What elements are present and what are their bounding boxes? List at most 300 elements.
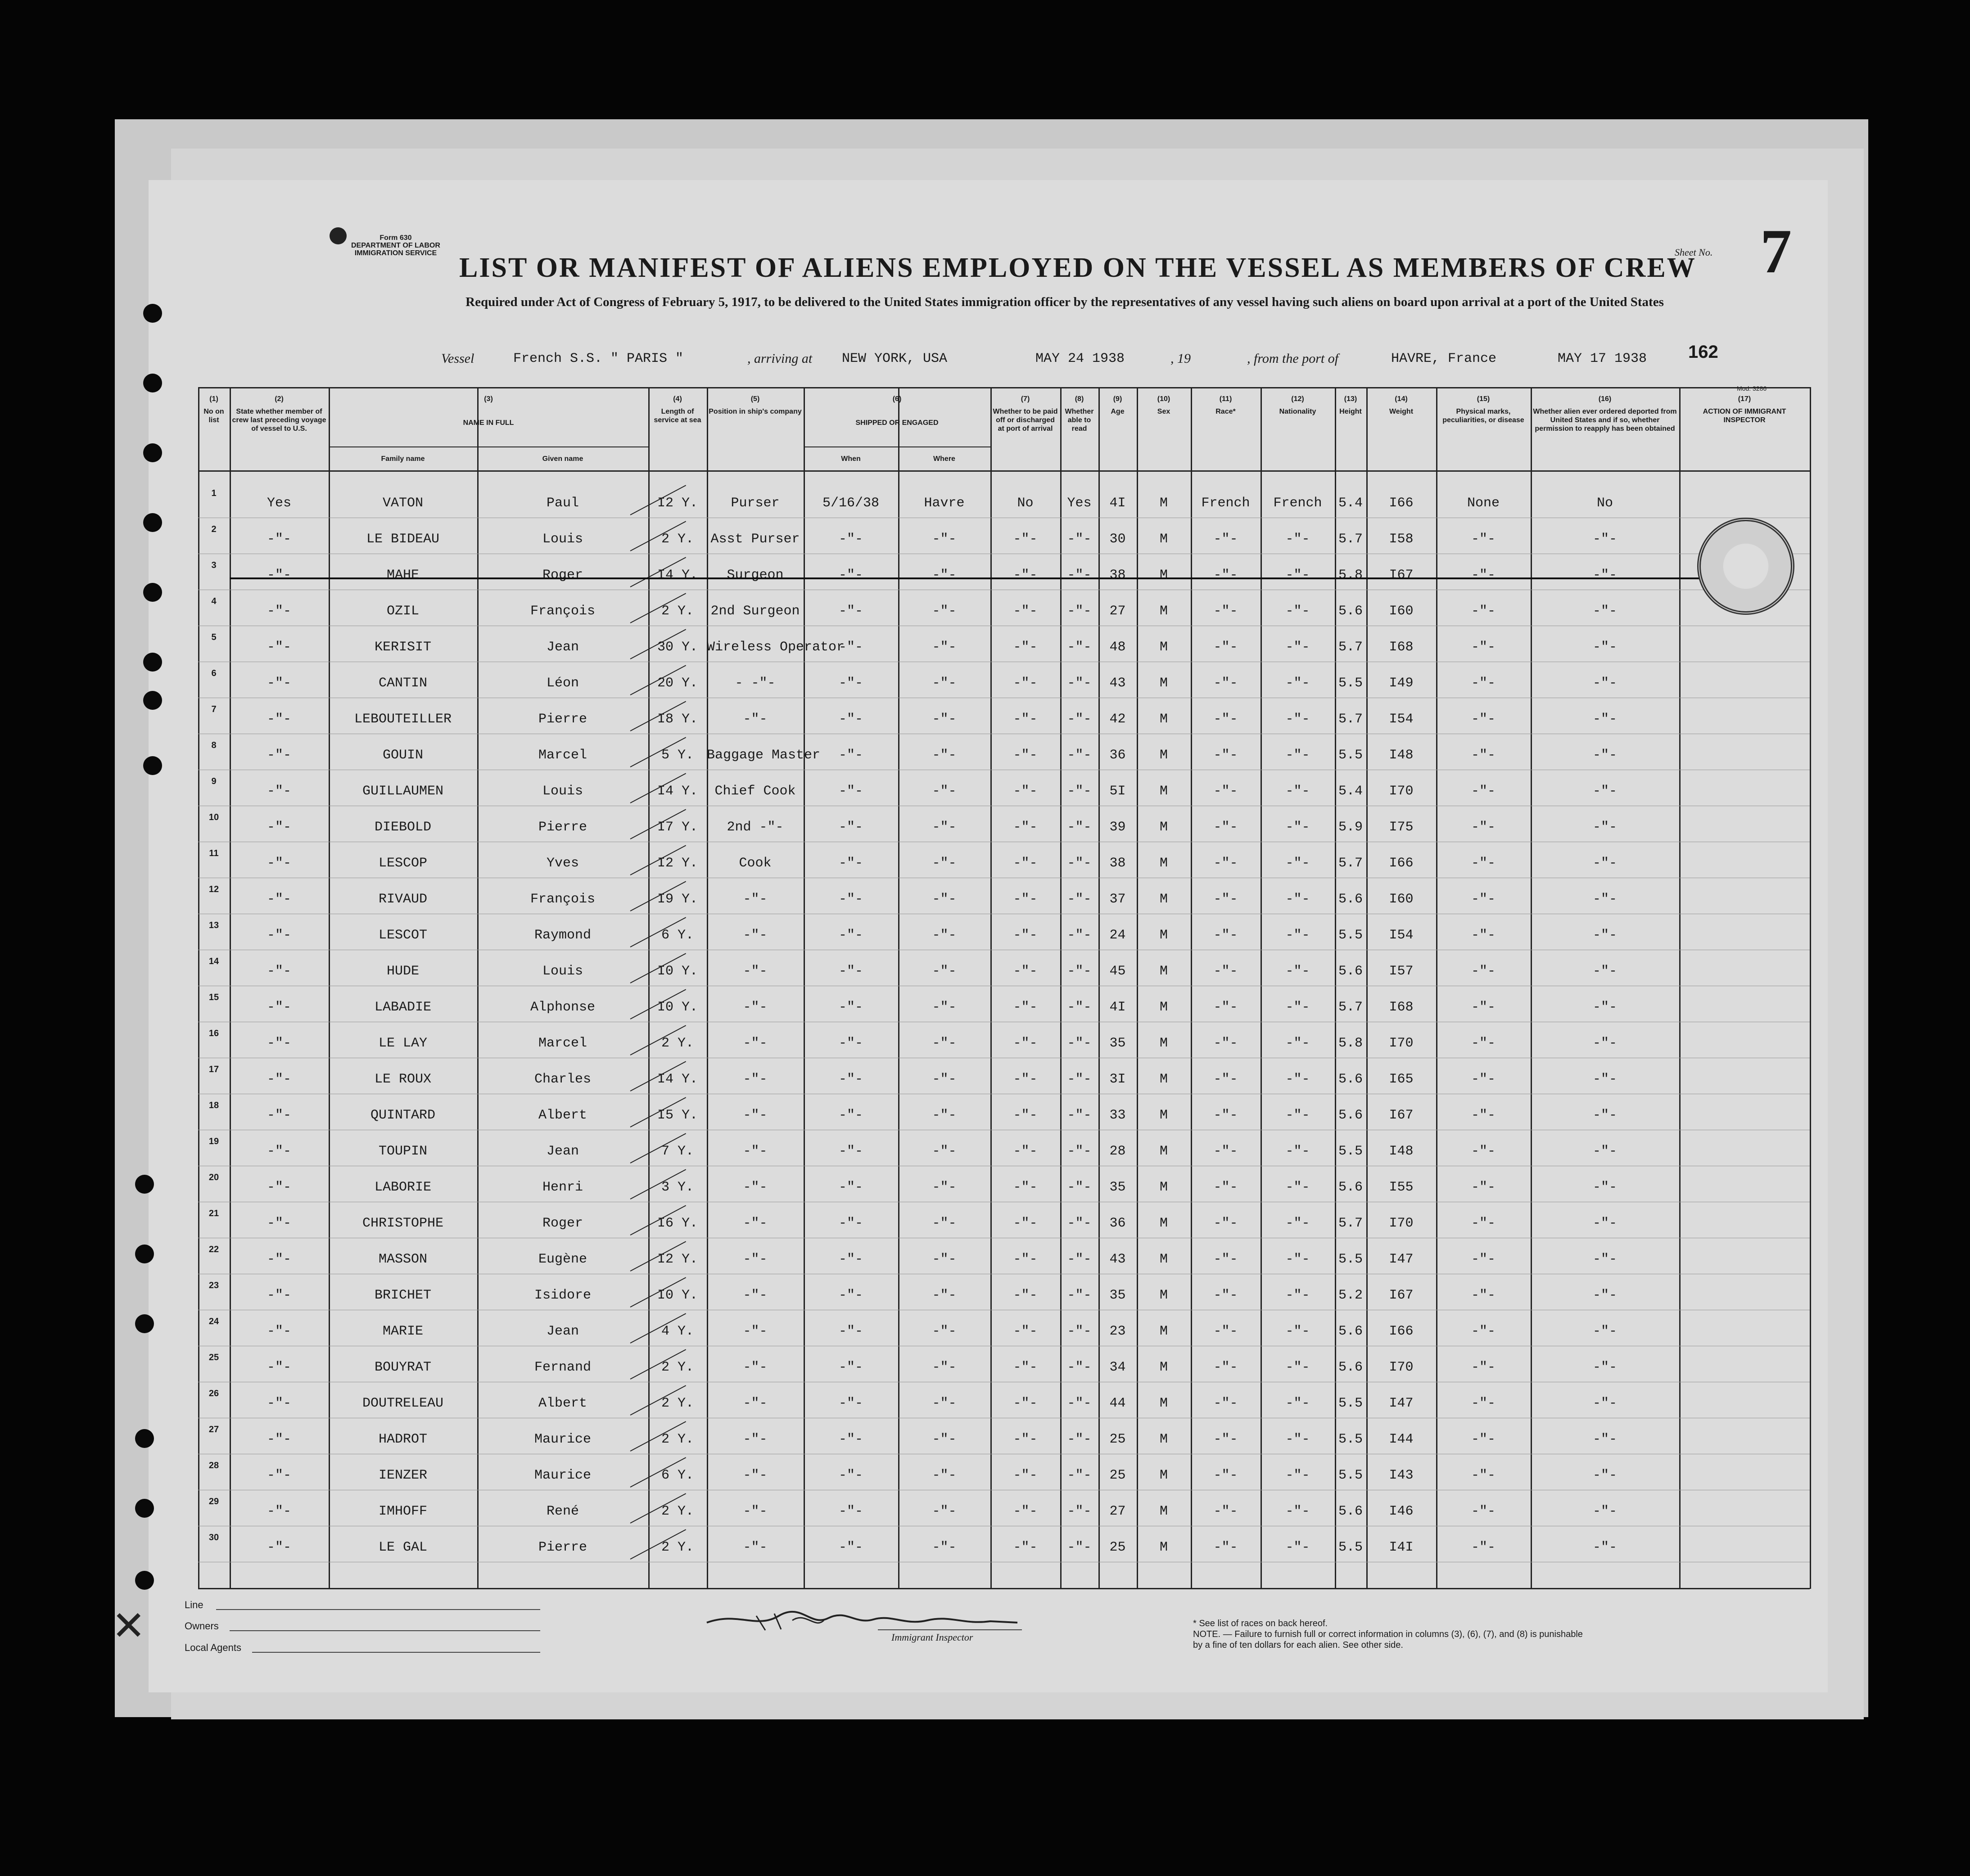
cell-nat: -"- (1285, 712, 1310, 727)
punch-hole (135, 1245, 154, 1263)
cell-nat: -"- (1285, 1432, 1310, 1447)
cell-deported: -"- (1592, 1036, 1617, 1051)
cell-sex: M (1159, 856, 1168, 871)
cell-age: 42 (1109, 712, 1126, 727)
cell-when: -"- (838, 928, 863, 943)
column-number: (9) (1113, 395, 1122, 403)
column-subheader: When (841, 455, 861, 463)
cell-prev: -"- (267, 1324, 291, 1339)
cell-service: 2 Y. (661, 1432, 694, 1447)
cell-where: -"- (932, 640, 957, 655)
cell-where: -"- (932, 1288, 957, 1303)
cell-given: Charles (534, 1072, 592, 1087)
cell-age: 25 (1109, 1540, 1126, 1555)
cell-race: -"- (1213, 892, 1238, 907)
cell-nat: -"- (1285, 748, 1310, 763)
cell-service: 2 Y. (661, 1396, 694, 1411)
cell-race: -"- (1213, 1540, 1238, 1555)
cell-weight: I68 (1389, 640, 1414, 655)
cell-nat: -"- (1285, 604, 1310, 619)
cell-prev: -"- (267, 1072, 291, 1087)
cell-no: 5 (211, 632, 217, 642)
cell-no: 2 (211, 524, 217, 534)
cell-weight: I43 (1389, 1468, 1414, 1483)
cell-race: -"- (1213, 1468, 1238, 1483)
cell-marks: -"- (1471, 1396, 1496, 1411)
cell-given: Marcel (538, 1036, 587, 1051)
cell-given: Albert (538, 1396, 587, 1411)
inspector-stamp (1697, 518, 1794, 615)
departure-date: MAY 17 1938 (1558, 351, 1647, 366)
cell-read: -"- (1067, 1180, 1092, 1195)
cell-prev: -"- (267, 1360, 291, 1375)
cell-no: 28 (208, 1461, 219, 1470)
cell-family: LE LAY (378, 1036, 428, 1051)
cell-position: Cook (739, 856, 772, 871)
cell-paid: -"- (1013, 532, 1038, 547)
cell-race: -"- (1213, 1288, 1238, 1303)
cell-service: I4 Y. (657, 784, 698, 799)
cell-prev: -"- (267, 784, 291, 799)
cell-marks: None (1467, 496, 1500, 511)
column-header: Whether alien ever ordered deported from United States and if so, whether permission to reapply has been obtained (1533, 408, 1677, 433)
cell-given: Louis (542, 532, 583, 547)
cell-weight: I47 (1389, 1252, 1414, 1267)
cell-prev: -"- (267, 640, 291, 655)
cell-race: -"- (1213, 1072, 1238, 1087)
cell-height: 5.5 (1338, 1144, 1363, 1159)
cell-deported: -"- (1592, 676, 1617, 691)
cell-paid: -"- (1013, 1144, 1038, 1159)
form-identifier (351, 234, 440, 257)
cell-nat: -"- (1285, 1144, 1310, 1159)
cell-read: -"- (1067, 1108, 1092, 1123)
cell-given: Albert (538, 1108, 587, 1123)
cell-sex: M (1159, 1432, 1168, 1447)
cell-no: 4 (211, 596, 217, 606)
cell-service: I2 Y. (657, 1252, 698, 1267)
cell-paid: -"- (1013, 1540, 1038, 1555)
column-number: (2) (275, 395, 284, 403)
cell-race: -"- (1213, 1504, 1238, 1519)
table-header-rule (198, 470, 1810, 472)
cell-race: -"- (1213, 712, 1238, 727)
cell-family: LE BIDEAU (366, 532, 440, 547)
cell-sex: M (1159, 1324, 1168, 1339)
cell-marks: -"- (1471, 928, 1496, 943)
cell-sex: M (1159, 1180, 1168, 1195)
subheader-rule (804, 446, 990, 447)
cell-marks: -"- (1471, 604, 1496, 619)
cell-weight: I67 (1389, 1288, 1414, 1303)
sheet-label: Sheet No. (1675, 247, 1713, 258)
cell-age: 43 (1109, 676, 1126, 691)
cell-paid: -"- (1013, 1396, 1038, 1411)
cell-when: -"- (838, 1504, 863, 1519)
column-header: Race* (1215, 408, 1236, 415)
cell-when: -"- (838, 820, 863, 835)
cell-nat: -"- (1285, 928, 1310, 943)
cell-given: Léon (546, 676, 579, 691)
cell-height: 5.9 (1338, 820, 1363, 835)
footer-owners-label: Owners (185, 1620, 219, 1632)
cell-sex: M (1159, 784, 1168, 799)
cell-sex: M (1159, 1144, 1168, 1159)
cell-weight: I44 (1389, 1432, 1414, 1447)
cell-deported: -"- (1592, 640, 1617, 655)
cell-no: 21 (208, 1209, 219, 1218)
cell-deported: -"- (1592, 820, 1617, 835)
column-header: Height (1339, 408, 1362, 415)
cell-nat: -"- (1285, 892, 1310, 907)
column-number: (5) (750, 395, 760, 403)
cell-read: -"- (1067, 892, 1092, 907)
cell-family: KERISIT (374, 640, 432, 655)
cell-deported: -"- (1592, 1180, 1617, 1195)
cell-position: -"- (743, 928, 768, 943)
cell-when: -"- (838, 1108, 863, 1123)
cell-where: -"- (932, 784, 957, 799)
cell-nat: -"- (1285, 676, 1310, 691)
cell-when: -"- (838, 1144, 863, 1159)
column-number: (10) (1157, 395, 1170, 403)
cell-read: -"- (1067, 1072, 1092, 1087)
cell-sex: M (1159, 892, 1168, 907)
cell-position: -"- (743, 1324, 768, 1339)
subheader-rule (329, 446, 648, 447)
cell-paid: No (1017, 496, 1034, 511)
column-header: NAME IN FULL (463, 419, 514, 427)
cell-age: 36 (1109, 1216, 1126, 1231)
inspector-label: Immigrant Inspector (891, 1632, 973, 1643)
cell-prev: -"- (267, 964, 291, 979)
cell-family: DOUTRELEAU (362, 1396, 444, 1411)
cell-position: -"- (743, 1468, 768, 1483)
cell-when: -"- (838, 712, 863, 727)
cell-no: 26 (208, 1389, 219, 1398)
cell-prev: -"- (267, 1468, 291, 1483)
cell-sex: M (1159, 1360, 1168, 1375)
footer-notes (1193, 1618, 1589, 1651)
cell-deported: -"- (1592, 1072, 1617, 1087)
cell-when: -"- (838, 1468, 863, 1483)
cell-race: -"- (1213, 676, 1238, 691)
cell-given: Maurice (534, 1432, 592, 1447)
cell-race: French (1201, 496, 1250, 511)
cell-marks: -"- (1471, 1432, 1496, 1447)
cell-prev: -"- (267, 1000, 291, 1015)
cell-family: DIEBOLD (374, 820, 432, 835)
cell-weight: I46 (1389, 1504, 1414, 1519)
cell-sex: M (1159, 604, 1168, 619)
cell-deported: -"- (1592, 748, 1617, 763)
cell-weight: I48 (1389, 748, 1414, 763)
punch-hole (143, 583, 162, 602)
column-header: ACTION OF IMMIGRANT INSPECTOR (1703, 408, 1786, 424)
cell-race: -"- (1213, 568, 1238, 583)
punch-hole (143, 374, 162, 392)
cell-race: -"- (1213, 604, 1238, 619)
column-number: (16) (1598, 395, 1612, 403)
cell-position: -"- (743, 1432, 768, 1447)
cell-race: -"- (1213, 1360, 1238, 1375)
cell-height: 5.5 (1338, 1252, 1363, 1267)
cell-height: 5.8 (1338, 1036, 1363, 1051)
cell-age: 35 (1109, 1036, 1126, 1051)
cell-when: -"- (838, 748, 863, 763)
cell-sex: M (1159, 640, 1168, 655)
cell-read: -"- (1067, 604, 1092, 619)
cell-paid: -"- (1013, 1504, 1038, 1519)
cell-no: 17 (208, 1064, 219, 1074)
cell-deported: -"- (1592, 856, 1617, 871)
cell-no: 24 (208, 1317, 219, 1326)
cell-paid: -"- (1013, 928, 1038, 943)
cell-given: Alphonse (530, 1000, 596, 1015)
cell-service: I4 Y. (657, 1072, 698, 1087)
cell-family: GUILLAUMEN (362, 784, 444, 799)
punch-hole (143, 653, 162, 672)
cell-read: -"- (1067, 1000, 1092, 1015)
cell-race: -"- (1213, 1324, 1238, 1339)
from-port-label: , from the port of (1247, 351, 1339, 366)
cell-where: -"- (932, 1468, 957, 1483)
cell-when: -"- (838, 676, 863, 691)
cell-race: -"- (1213, 928, 1238, 943)
cell-prev: Yes (267, 496, 291, 511)
column-number: (3) (484, 395, 493, 403)
cell-prev: -"- (267, 1540, 291, 1555)
cell-given: Fernand (534, 1360, 592, 1375)
cell-where: -"- (932, 1504, 957, 1519)
cell-marks: -"- (1471, 1468, 1496, 1483)
cell-paid: -"- (1013, 1324, 1038, 1339)
cell-weight: I70 (1389, 784, 1414, 799)
cell-when: 5/16/38 (822, 496, 880, 511)
cell-sex: M (1159, 1396, 1168, 1411)
cell-height: 5.7 (1338, 712, 1363, 727)
year-label: , 19 (1170, 351, 1191, 366)
cell-position: -"- (743, 1504, 768, 1519)
cell-no: 18 (208, 1100, 219, 1110)
cell-sex: M (1159, 568, 1168, 583)
cell-deported: -"- (1592, 604, 1617, 619)
cell-age: 38 (1109, 568, 1126, 583)
cell-family: QUINTARD (370, 1108, 436, 1123)
cell-age: 23 (1109, 1324, 1126, 1339)
cell-given: Jean (546, 1324, 579, 1339)
cell-service: I0 Y. (657, 964, 698, 979)
cell-sex: M (1159, 496, 1168, 511)
cell-age: 3I (1109, 1072, 1126, 1087)
cell-race: -"- (1213, 964, 1238, 979)
cell-service: 2 Y. (661, 1540, 694, 1555)
cell-weight: I55 (1389, 1180, 1414, 1195)
cell-given: Yves (546, 856, 579, 871)
cell-paid: -"- (1013, 1216, 1038, 1231)
cell-race: -"- (1213, 640, 1238, 655)
cell-no: 20 (208, 1172, 219, 1182)
cell-age: 35 (1109, 1288, 1126, 1303)
cell-weight: I49 (1389, 676, 1414, 691)
cell-deported: No (1596, 496, 1613, 511)
cell-family: HUDE (386, 964, 419, 979)
column-header: Nationality (1279, 408, 1316, 415)
cell-height: 5.6 (1338, 964, 1363, 979)
cell-position: -"- (743, 1396, 768, 1411)
cell-deported: -"- (1592, 1360, 1617, 1375)
cell-prev: -"- (267, 892, 291, 907)
cell-position: 2nd -"- (727, 820, 784, 835)
cell-service: 30 Y. (657, 640, 698, 655)
department-seal-icon (330, 227, 347, 244)
cell-deported: -"- (1592, 1144, 1617, 1159)
cell-weight: I67 (1389, 568, 1414, 583)
cell-when: -"- (838, 1540, 863, 1555)
cell-marks: -"- (1471, 1108, 1496, 1123)
cell-weight: I54 (1389, 712, 1414, 727)
cell-family: BRICHET (374, 1288, 432, 1303)
cell-marks: -"- (1471, 1000, 1496, 1015)
cell-given: Pierre (538, 820, 587, 835)
cell-when: -"- (838, 892, 863, 907)
cell-service: 5 Y. (661, 748, 694, 763)
cell-where: -"- (932, 1540, 957, 1555)
race-note: * See list of races on back hereof. (1193, 1619, 1328, 1628)
inspector-signature (702, 1602, 1026, 1638)
cell-marks: -"- (1471, 1540, 1496, 1555)
cell-age: 45 (1109, 964, 1126, 979)
cell-position: -"- (743, 1252, 768, 1267)
cell-position: -"- (743, 1216, 768, 1231)
cell-when: -"- (838, 784, 863, 799)
cell-position: Surgeon (727, 568, 784, 583)
punch-hole (143, 756, 162, 775)
cell-position: -"- (743, 1144, 768, 1159)
cell-nat: -"- (1285, 1252, 1310, 1267)
cell-age: 30 (1109, 532, 1126, 547)
column-number: (12) (1291, 395, 1304, 403)
cell-no: 14 (208, 956, 219, 966)
cell-family: CANTIN (378, 676, 428, 691)
footer-line-label: Line (185, 1599, 203, 1610)
cell-age: 24 (1109, 928, 1126, 943)
cell-weight: I70 (1389, 1360, 1414, 1375)
cell-marks: -"- (1471, 676, 1496, 691)
cell-family: LESCOP (378, 856, 428, 871)
column-number: (7) (1021, 395, 1030, 403)
footer-agents-rule (252, 1652, 540, 1653)
cell-given: Maurice (534, 1468, 592, 1483)
cell-race: -"- (1213, 1144, 1238, 1159)
cell-read: Yes (1067, 496, 1092, 511)
cell-deported: -"- (1592, 712, 1617, 727)
sheet-number: 7 (1760, 216, 1792, 286)
column-number: (14) (1395, 395, 1408, 403)
column-header: Whether to be paid off or discharged at port of arrival (993, 408, 1058, 433)
cell-family: LEBOUTEILLER (354, 712, 452, 727)
cell-paid: -"- (1013, 856, 1038, 871)
cell-family: HADROT (378, 1432, 428, 1447)
cell-marks: -"- (1471, 712, 1496, 727)
cell-given: Eugène (538, 1252, 587, 1267)
cell-sex: M (1159, 1504, 1168, 1519)
cell-no: 12 (208, 884, 219, 894)
cell-where: -"- (932, 928, 957, 943)
cell-deported: -"- (1592, 1540, 1617, 1555)
cell-when: -"- (838, 1000, 863, 1015)
cell-given: Jean (546, 640, 579, 655)
cell-nat: -"- (1285, 1468, 1310, 1483)
cell-prev: -"- (267, 1180, 291, 1195)
cell-service: 6 Y. (661, 928, 694, 943)
vessel-label: Vessel (441, 351, 474, 366)
cell-position: -"- (743, 1180, 768, 1195)
cell-service: I8 Y. (657, 712, 698, 727)
cell-race: -"- (1213, 820, 1238, 835)
cell-no: 11 (209, 848, 219, 858)
cell-sex: M (1159, 676, 1168, 691)
cell-nat: -"- (1285, 532, 1310, 547)
cell-height: 5.6 (1338, 1108, 1363, 1123)
cell-where: -"- (932, 856, 957, 871)
cell-position: -"- (743, 892, 768, 907)
cell-sex: M (1159, 928, 1168, 943)
column-number: (17) (1738, 395, 1751, 403)
column-number: (11) (1219, 395, 1232, 403)
cell-age: 34 (1109, 1360, 1126, 1375)
cell-nat: -"- (1285, 964, 1310, 979)
punch-hole (135, 1429, 154, 1448)
cell-paid: -"- (1013, 1180, 1038, 1195)
cell-prev: -"- (267, 1216, 291, 1231)
cell-paid: -"- (1013, 748, 1038, 763)
cell-sex: M (1159, 820, 1168, 835)
cell-nat: -"- (1285, 1072, 1310, 1087)
cell-sex: M (1159, 1288, 1168, 1303)
cell-height: 5.6 (1338, 1504, 1363, 1519)
cell-weight: I66 (1389, 1324, 1414, 1339)
cell-read: -"- (1067, 1540, 1092, 1555)
cell-no: 27 (208, 1425, 219, 1434)
cell-paid: -"- (1013, 820, 1038, 835)
cell-prev: -"- (267, 1036, 291, 1051)
cell-weight: I75 (1389, 820, 1414, 835)
cell-family: TOUPIN (378, 1144, 428, 1159)
cell-sex: M (1159, 532, 1168, 547)
punch-hole (143, 513, 162, 532)
column-number: (1) (209, 395, 218, 403)
cell-where: -"- (932, 1324, 957, 1339)
cell-service: I2 Y. (657, 856, 698, 871)
punch-hole (135, 1499, 154, 1518)
cell-position: -"- (743, 1072, 768, 1087)
cell-weight: I70 (1389, 1036, 1414, 1051)
cell-deported: -"- (1592, 784, 1617, 799)
cell-age: 43 (1109, 1252, 1126, 1267)
cell-marks: -"- (1471, 1036, 1496, 1051)
cell-weight: I66 (1389, 496, 1414, 511)
cell-where: -"- (932, 1396, 957, 1411)
cell-where: -"- (932, 1432, 957, 1447)
cell-position: -"- (743, 1000, 768, 1015)
cell-where: -"- (932, 748, 957, 763)
cell-deported: -"- (1592, 964, 1617, 979)
cell-race: -"- (1213, 1180, 1238, 1195)
cell-read: -"- (1067, 820, 1092, 835)
cell-where: -"- (932, 1072, 957, 1087)
cell-paid: -"- (1013, 604, 1038, 619)
